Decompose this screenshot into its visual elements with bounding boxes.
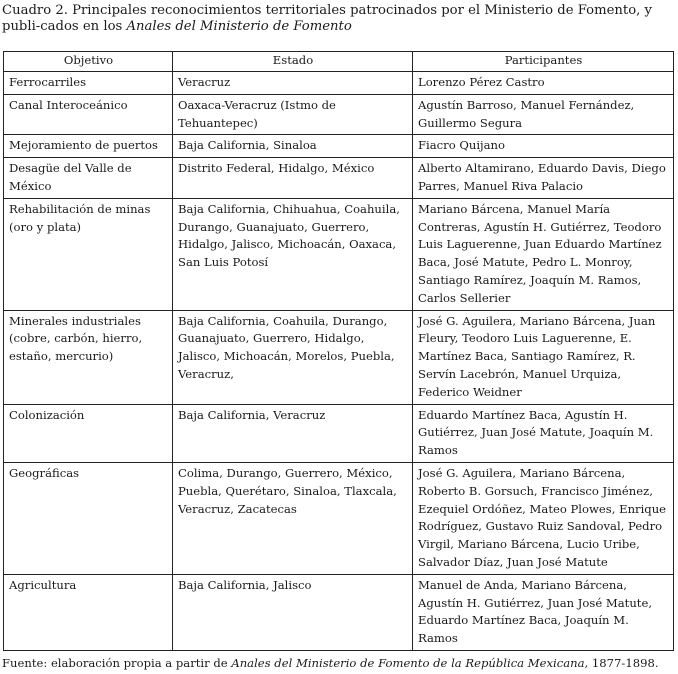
table-row [4,158,674,199]
territorial-surveys-table [3,51,674,651]
header-estado: Estado [173,52,413,72]
cell-estado: Colima, Durango, Guerrero, México, Puebla, Querétaro, Sinaloa, Tlaxcala, Veracruz, Zacatecas [173,462,413,574]
cell-participantes: Fiacro Quijano [413,135,674,158]
cell-objetivo: Agricultura [4,574,173,650]
cell-estado: Oaxaca-Veracruz (Istmo de Tehuantepec) [173,94,413,135]
cell-estado: Distrito Federal, Hidalgo, México [173,158,413,199]
cell-estado: Baja California, Jalisco [173,574,413,650]
cell-participantes: Manuel de Anda, Mariano Bárcena, Agustín H. Gutiérrez, Juan José Matute, Eduardo Martínez Baca, Joaquín M. Ramos [413,574,674,650]
caption-text: Cuadro 2. Principales reconocimientos territoriales patrocinados por el Ministerio de Fomento, y publi-cados en los [2,3,652,34]
table-header-row [4,52,674,72]
cell-objetivo: Desagüe del Valle de México [4,158,173,199]
source-suffix: , 1877-1898. [584,656,659,670]
cell-objetivo: Minerales industriales (cobre, carbón, hierro, estaño, mercurio) [4,310,173,404]
table-row [4,72,674,95]
cell-participantes: Eduardo Martínez Baca, Agustín H. Gutiérrez, Juan José Matute, Joaquín M. Ramos [413,404,674,462]
table-caption [2,3,674,35]
table-row [4,310,674,404]
header-objetivo: Objetivo [4,52,173,72]
cell-estado: Baja California, Veracruz [173,404,413,462]
table-row [4,462,674,574]
cell-participantes: Lorenzo Pérez Castro [413,72,674,95]
cell-participantes: José G. Aguilera, Mariano Bárcena, Juan Fleury, Teodoro Luis Laguerenne, E. Martínez Baca, Santiago Ramírez, R. Servín Lacebrón, Manuel Urquiza, Federico Weidner [413,310,674,404]
table-row [4,404,674,462]
cell-objetivo: Ferrocarriles [4,72,173,95]
caption-italic-title: Anales del Ministerio de Fomento [126,19,352,34]
cell-estado: Baja California, Sinaloa [173,135,413,158]
cell-estado: Baja California, Chihuahua, Coahuila, Durango, Guanajuato, Guerrero, Hidalgo, Jalisco, Michoacán, Oaxaca, San Luis Potosí [173,198,413,310]
source-italic-title: Anales del Ministerio de Fomento de la República Mexicana [231,656,585,670]
cell-objetivo: Geográficas [4,462,173,574]
table-row [4,198,674,310]
header-participantes: Participantes [413,52,674,72]
cell-objetivo: Canal Interoceánico [4,94,173,135]
source-note [2,655,676,671]
source-prefix: Fuente: elaboración propia a partir de [2,656,232,670]
cell-estado: Veracruz [173,72,413,95]
cell-objetivo: Rehabilitación de minas (oro y plata) [4,198,173,310]
cell-objetivo: Mejoramiento de puertos [4,135,173,158]
cell-participantes: Mariano Bárcena, Manuel María Contreras, Agustín H. Gutiérrez, Teodoro Luis Laguerenne, Juan Eduardo Martínez Baca, José Matute, Pedro L. Monroy, Santiago Ramírez, Joaquín M. Ramos, Carlos Sellerier [413,198,674,310]
table-row [4,94,674,135]
cell-participantes: Agustín Barroso, Manuel Fernández, Guillermo Segura [413,94,674,135]
cell-participantes: Alberto Altamirano, Eduardo Davis, Diego Parres, Manuel Riva Palacio [413,158,674,199]
table-row [4,574,674,650]
cell-objetivo: Colonización [4,404,173,462]
table-row [4,135,674,158]
cell-participantes: José G. Aguilera, Mariano Bárcena, Roberto B. Gorsuch, Francisco Jiménez, Ezequiel Ordóñez, Mateo Plowes, Enrique Rodríguez, Gustavo Ruiz Sandoval, Pedro Virgil, Mariano Bárcena, Lucio Uribe, Salvador Díaz, Juan José Matute [413,462,674,574]
cell-estado: Baja California, Coahuila, Durango, Guanajuato, Guerrero, Hidalgo, Jalisco, Michoacán, Morelos, Puebla, Veracruz, [173,310,413,404]
